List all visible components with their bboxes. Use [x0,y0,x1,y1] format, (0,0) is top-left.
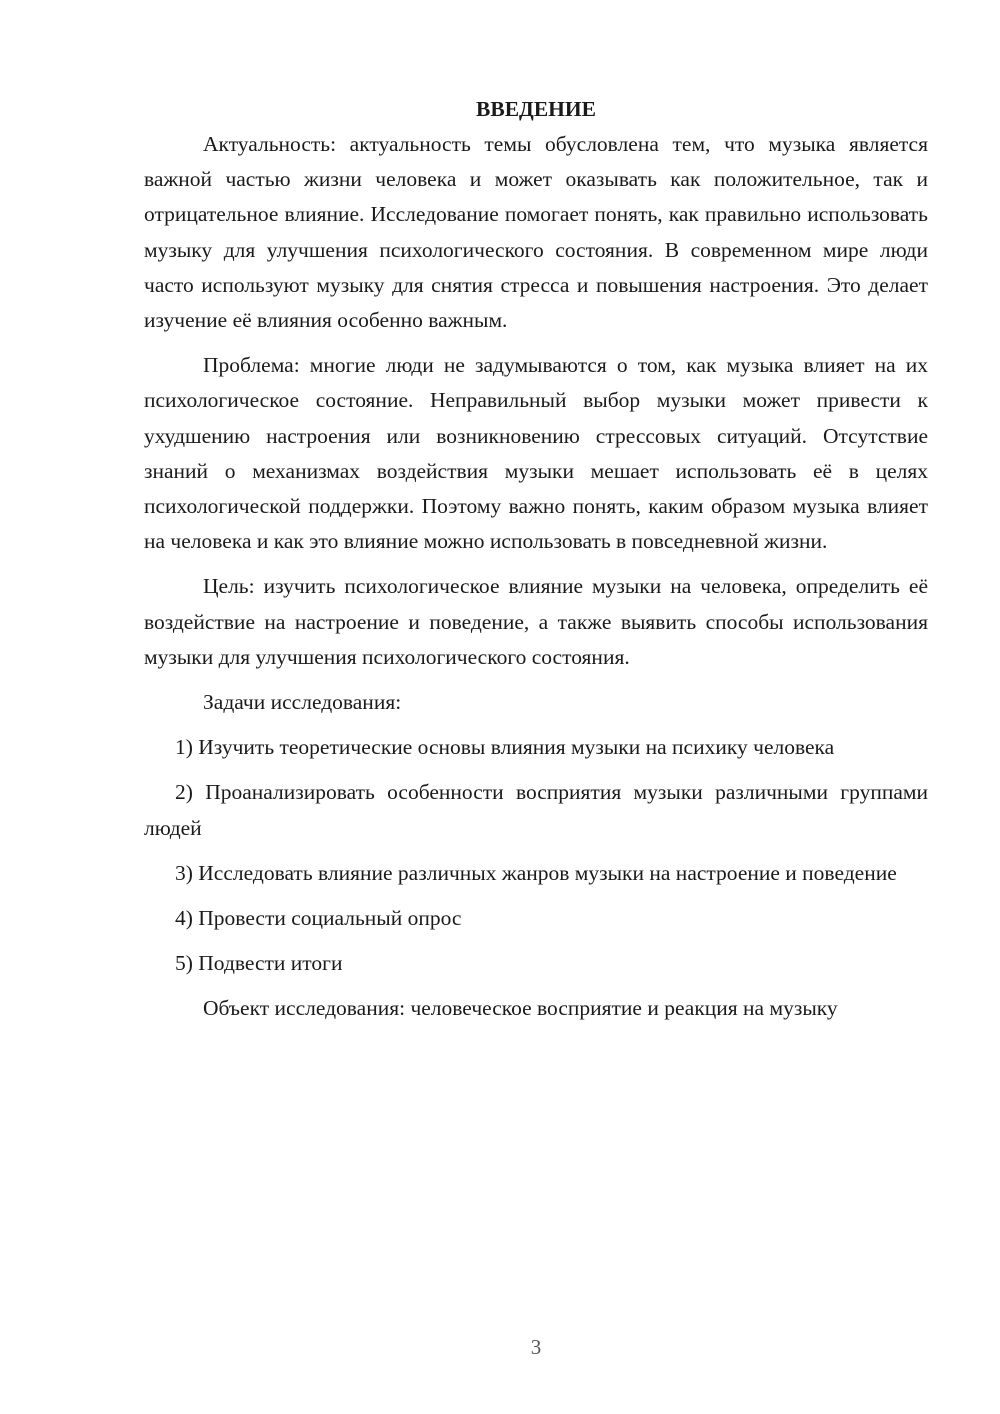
section-title: ВВЕДЕНИЕ [476,97,596,121]
task-item-1: 1) Изучить теоретические основы влияния музыки на психику человека [175,735,835,760]
page-number: 3 [530,1335,542,1359]
problem-paragraph: Проблема: многие люди не задумываются о том, как музыка влияет на их психологическое состояние. Неправильный выбор музыки может привести к ухудшению настроения или возникновению стрессовых ситуаций. Отсутствие знаний о механизмах воздействия музыки мешает использовать её в целях психологической поддержки. Поэтому важно понять, каким образом музыка влияет на человека и как это влияние можно использовать в повседневной жизни. [144,353,928,554]
page-content [144,92,928,1037]
task-item-3: 3) Исследовать влияние различных жанров музыки на настроение и поведение [175,860,897,885]
goal-paragraph: Цель: изучить психологическое влияние музыки на человека, определить её воздействие на настроение и поведение, а также выявить способы использования музыки для улучшения психологического состояния. [144,574,928,669]
task-item-2: 2) Проанализировать особенности восприятия музыки различными группами людей [144,780,928,840]
tasks-heading: Задачи исследования: [203,690,402,715]
object-paragraph: Объект исследования: человеческое восприятие и реакция на музыку [203,996,838,1021]
tasks-list [144,730,928,981]
task-item-4: 4) Провести социальный опрос [175,906,462,931]
relevance-paragraph: Актуальность: актуальность темы обусловлена тем, что музыка является важной частью жизни человека и может оказывать как положительное, так и отрицательное влияние. Исследование помогает понять, как правильно использовать музыку для улучшения психологического состояния. В современном мире люди часто используют музыку для снятия стресса и повышения настроения. Это делает изучение её влияния особенно важным. [144,132,928,333]
task-item-5: 5) Подвести итоги [175,951,343,976]
